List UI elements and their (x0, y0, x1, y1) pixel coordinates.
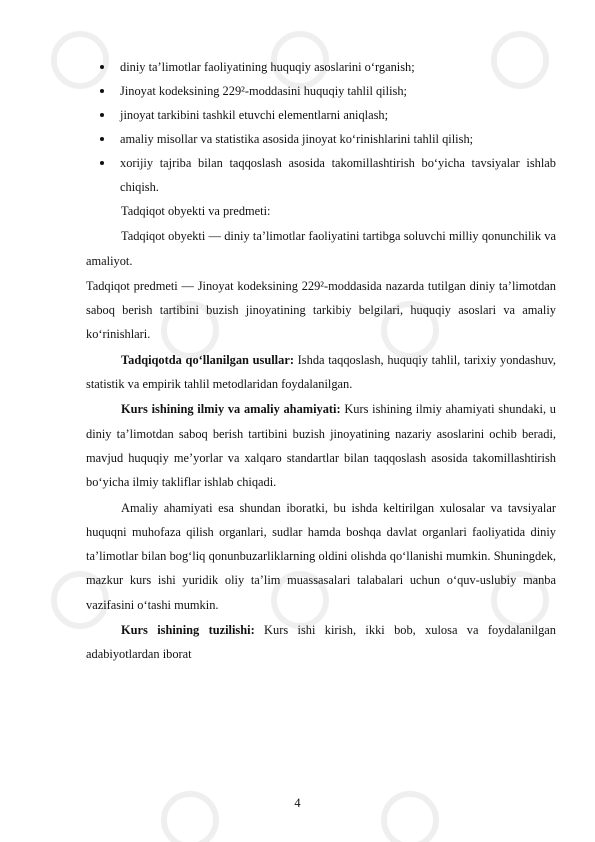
object-heading: Tadqiqot obyekti va predmeti: (121, 204, 271, 218)
list-item: Jinoyat kodeksining 229²-moddasini huquqiy tahlil qilish; (96, 79, 556, 103)
objectives-list (96, 55, 556, 199)
list-item: xorijiy tajriba bilan taqqoslash asosida takomillashtirish bo‘yicha tavsiyalar ishlab chiqish. (96, 151, 556, 199)
bullet-icon (100, 137, 104, 141)
practical-paragraph: Amaliy ahamiyati esa shundan iboratki, bu ishda keltirilgan xulosalar va tavsiyalar huquqni muhofaza qilish organlari, sudlar hamda boshqa davlat organlari faoliyatida diniy ta’limotlar bilan bog‘liq qonunbuzarliklarning oldini olishda qo‘llanishi mumkin. Shuningdek, mazkur kurs ishi yuridik oliy ta’lim muassasalari talabalari uchun o‘quv-uslubiy manba vazifasini o‘tashi mumkin. (86, 500, 556, 612)
bullet-icon (100, 161, 104, 165)
significance-text: Kurs ishining ilmiy ahamiyati shundaki, u diniy ta’limotdan saboq berish tartibini buzish jinoyatining nazariy asoslarini ochib beradi, mavjud huquqiy me’yorlar va xalqaro standartlar bilan taqqoslash asosida takomillashtirish bo‘yicha ilmiy takliflar ishlab chiqadi. (86, 402, 556, 490)
list-item: jinoyat tarkibini tashkil etuvchi elementlarni aniqlash; (96, 103, 556, 127)
structure-label: Kurs ishining tuzilishi: (121, 623, 255, 638)
structure-text: Kurs ishi kirish, ikki bob, xulosa va foydalanilgan adabiyotlardan iborat (86, 623, 556, 662)
significance-paragraph (86, 397, 556, 494)
bullet-icon (100, 89, 104, 93)
page-number: 4 (294, 796, 301, 810)
object-paragraph: Tadqiqot obyekti — diniy ta’limotlar faoliyatini tartibga soluvchi milliy qonunchilik va amaliyot. (86, 229, 556, 268)
list-item: diniy ta’limotlar faoliyatining huquqiy asoslarini o‘rganish; (96, 55, 556, 79)
methods-paragraph (86, 348, 556, 397)
document-body (86, 199, 556, 667)
significance-label: Kurs ishining ilmiy va amaliy ahamiyati: (121, 402, 341, 417)
bullet-icon (100, 113, 104, 117)
structure-paragraph (86, 618, 556, 667)
methods-text: Ishda taqqoslash, huquqiy tahlil, tarixiy yondashuv, statistik va empirik tahlil metodlaridan foydalanilgan. (86, 352, 557, 392)
methods-label: Tadqiqotda qo‘llanilgan usullar: (121, 352, 294, 367)
list-item: amaliy misollar va statistika asosida jinoyat ko‘rinishlarini tahlil qilish; (96, 127, 556, 151)
bullet-icon (100, 65, 104, 69)
subject-paragraph: Tadqiqot predmeti — Jinoyat kodeksining 229²-moddasida nazarda tutilgan diniy ta’limotdan saboq berish tartibini buzish jinoyatining tarkibiy belgilari, huquqiy asoslari va amaliy ko‘rinishlari. (86, 278, 556, 342)
